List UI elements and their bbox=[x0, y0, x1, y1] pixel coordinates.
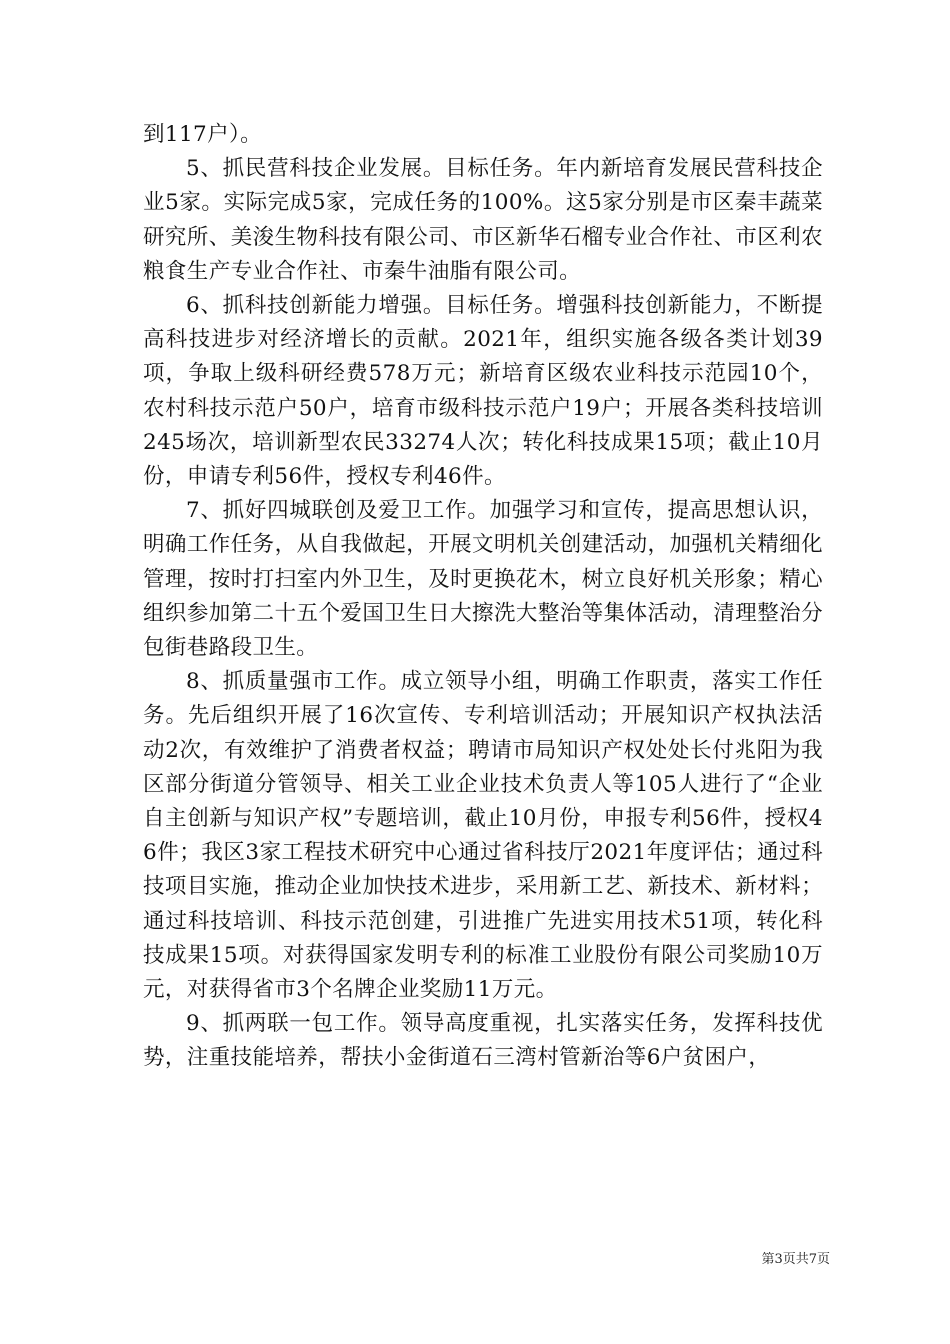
paragraph-item-6: 6、抓科技创新能力增强。目标任务。增强科技创新能力，不断提高科技进步对经济增长的贡献。2021年，组织实施各级各类计划39项，争取上级科研经费578万元；新培育区级农业科技示范园10个，农村科技示范户50户，培育市级科技示范户19户；开展各类科技培训245场次，培训新型农民33274人次；转化科技成果15项；截止10月份，申请专利56件，授权专利46件。 bbox=[143, 293, 823, 490]
paragraph-item-5: 5、抓民营科技企业发展。目标任务。年内新培育发展民营科技企业5家。实际完成5家，完成任务的100%。这5家分别是市区秦丰蔬菜研究所、美浚生物科技有限公司、市区新华石榴专业合作社、市区利农粮食生产专业合作社、市秦牛油脂有限公司。 bbox=[143, 156, 823, 284]
paragraph-continuation: 到117户）。 bbox=[143, 122, 263, 147]
paragraph-item-9: 9、抓两联一包工作。领导高度重视，扎实落实任务，发挥科技优势，注重技能培养，帮扶小金街道石三湾村管新治等6户贫困户， bbox=[143, 1011, 823, 1071]
paragraph-item-8: 8、抓质量强市工作。成立领导小组，明确工作职责，落实工作任务。先后组织开展了16次宣传、专利培训活动；开展知识产权执法活动2次，有效维护了消费者权益；聘请市局知识产权处处长付兆阳为我区部分街道分管领导、相关工业企业技术负责人等105人进行了“企业自主创新与知识产权”专题培训，截止10月份，申报专利56件，授权46件；我区3家工程技术研究中心通过省科技厅2021年度评估；通过科技项目实施，推动企业加快技术进步，采用新工艺、新技术、新材料；通过科技培训、科技示范创建，引进推广先进实用技术51项，转化科技成果15项。对获得国家发明专利的标准工业股份有限公司奖励10万元，对获得省市3个名牌企业奖励11万元。 bbox=[143, 669, 823, 1003]
page-number-footer: 第3页共7页 bbox=[761, 1252, 830, 1267]
paragraph-item-7: 7、抓好四城联创及爱卫工作。加强学习和宣传，提高思想认识，明确工作任务，从自我做起，开展文明机关创建活动，加强机关精细化管理，按时打扫室内外卫生，及时更换花木，树立良好机关形象；精心组织参加第二十五个爱国卫生日大擦洗大整治等集体活动，清理整治分包街巷路段卫生。 bbox=[143, 498, 823, 661]
document-body bbox=[143, 118, 823, 1076]
